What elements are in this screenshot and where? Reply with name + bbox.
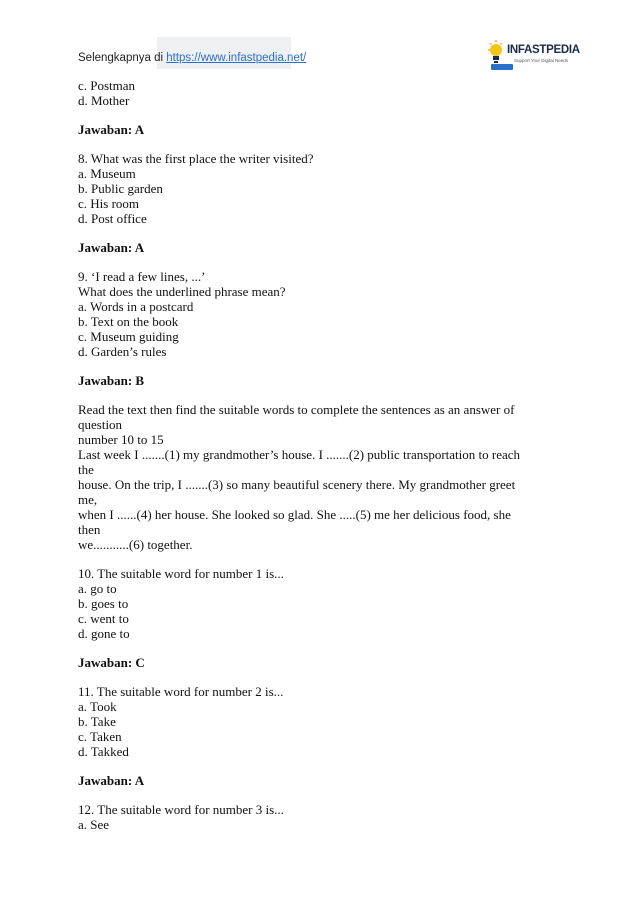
passage-line-2: the [78, 462, 94, 477]
infastpedia-logo [487, 38, 587, 74]
page-header [0, 0, 638, 80]
q9-option-a: a. Words in a postcard [78, 299, 194, 314]
q11-option-a: a. Took [78, 699, 117, 714]
q9-quote: 9. ‘I read a few lines, ...’ [78, 269, 206, 284]
q8-question: 8. What was the first place the writer visited? [78, 151, 314, 166]
instruction-line-3: number 10 to 15 [78, 432, 164, 447]
passage-line-4: me, [78, 492, 98, 507]
q9-option-d: d. Garden’s rules [78, 344, 167, 359]
source-link[interactable]: https://www.infastpedia.net/ [166, 52, 307, 64]
q10-option-c: c. went to [78, 611, 129, 626]
q11-question: 11. The suitable word for number 2 is... [78, 684, 284, 699]
q11-answer: Jawaban: A [78, 773, 145, 788]
q10-option-a: a. go to [78, 581, 117, 596]
q11-option-c: c. Taken [78, 729, 122, 744]
header-source-text [78, 52, 306, 64]
q8-option-d: d. Post office [78, 211, 147, 226]
passage-line-1: Last week I .......(1) my grandmother’s house. I .......(2) public transportation to reach [78, 447, 520, 462]
instruction-line-1: Read the text then find the suitable words to complete the sentences as an answer of [78, 402, 515, 417]
passage-line-6: we...........(6) together. [78, 537, 193, 552]
q8-answer: Jawaban: A [78, 240, 145, 255]
q12-option-a: a. See [78, 817, 110, 832]
q10-question: 10. The suitable word for number 1 is... [78, 566, 284, 581]
q8-option-a: a. Museum [78, 166, 136, 181]
logo-title: INFASTPEDIA [507, 44, 580, 56]
q10-answer: Jawaban: C [78, 655, 145, 670]
q11-option-b: b. Take [78, 714, 116, 729]
passage-line-5: when I ......(4) her house. She looked so glad. She .....(5) me her delicious food, she then [78, 507, 511, 537]
q9-answer: Jawaban: B [78, 373, 145, 388]
q9-question: What does the underlined phrase mean? [78, 284, 286, 299]
q7-answer: Jawaban: A [78, 122, 145, 137]
q9-option-c: c. Museum guiding [78, 329, 179, 344]
q7-option-c: c. Postman [78, 78, 136, 93]
q11-option-d: d. Takked [78, 744, 129, 759]
q10-option-d: d. gone to [78, 626, 130, 641]
q8-option-c: c. His room [78, 196, 140, 211]
document-body [78, 78, 528, 832]
q9-option-b: b. Text on the book [78, 314, 179, 329]
q8-option-b: b. Public garden [78, 181, 163, 196]
logo-tagline: Support Your Digital Needs [514, 58, 569, 63]
passage-line-3: house. On the trip, I .......(3) so many beautiful scenery there. My grandmother greet [78, 477, 516, 492]
q7-option-d: d. Mother [78, 93, 130, 108]
q12-question: 12. The suitable word for number 3 is... [78, 802, 284, 817]
instruction-line-2: question [78, 417, 123, 432]
header-prefix: Selengkapnya di [78, 52, 164, 64]
q10-option-b: b. goes to [78, 596, 129, 611]
